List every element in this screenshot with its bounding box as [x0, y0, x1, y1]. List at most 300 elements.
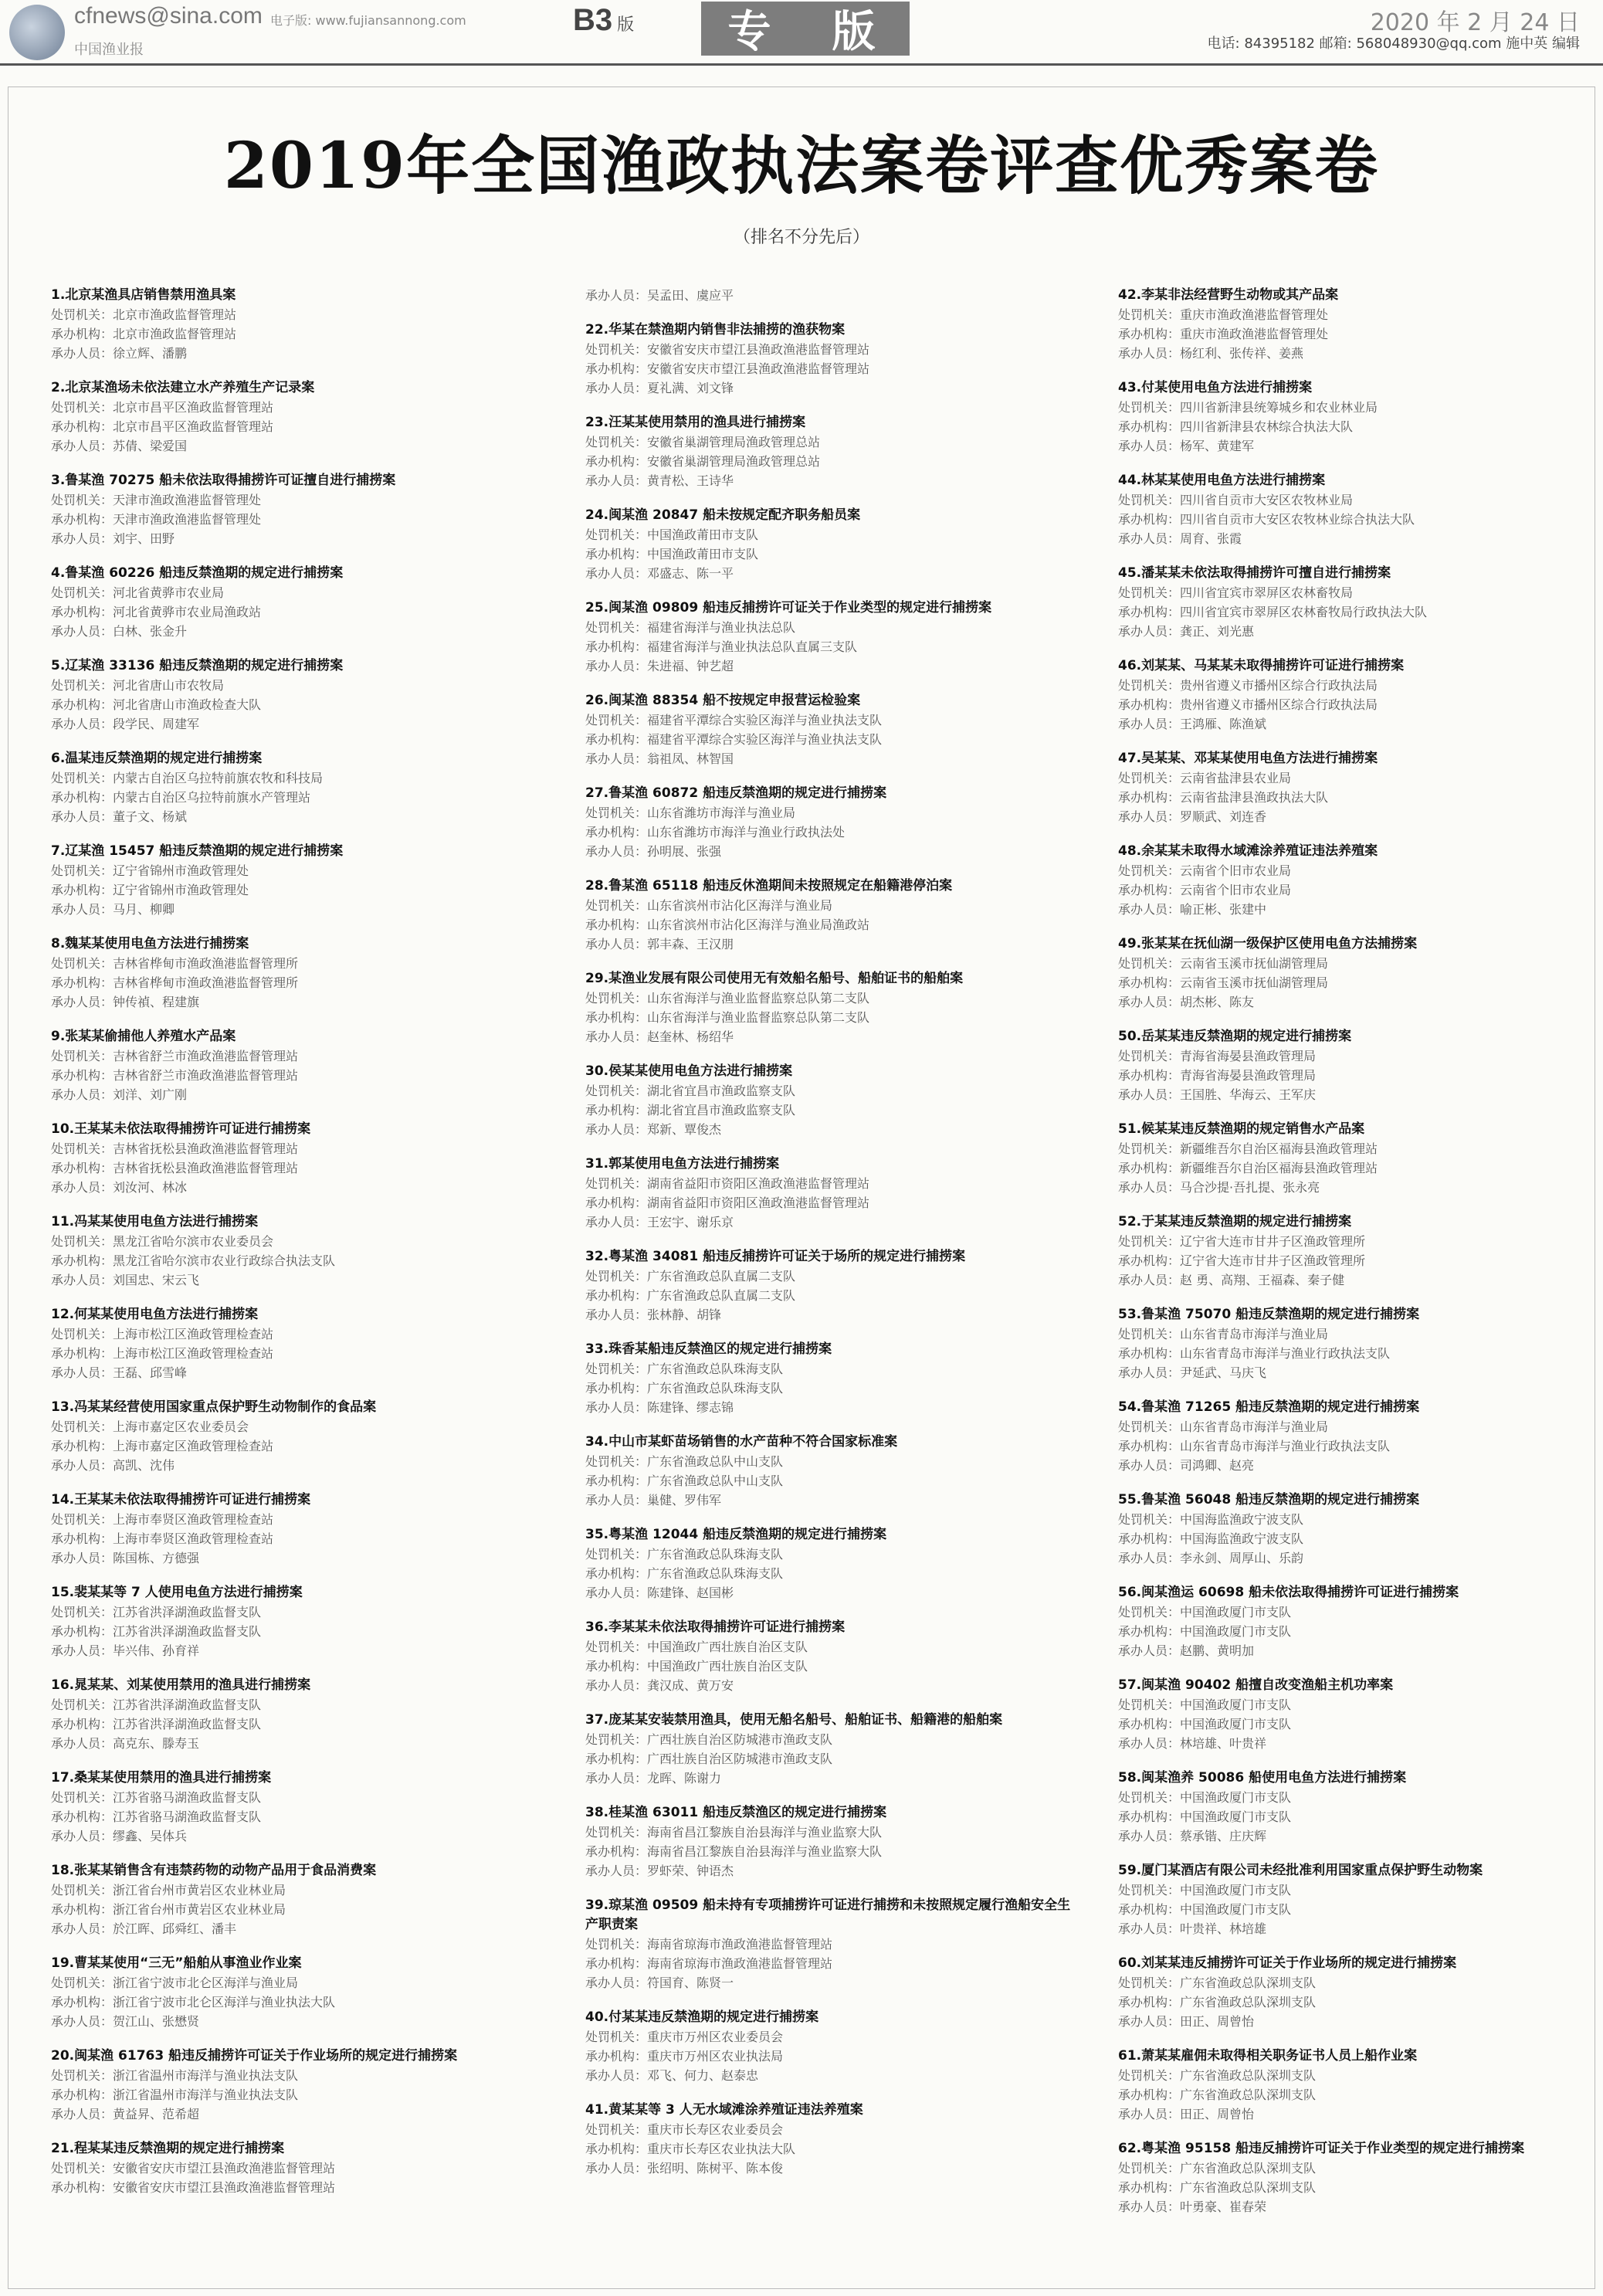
case-detail-line: 处罚机关：中国渔政厦门市支队 — [1118, 1605, 1292, 1619]
case-entry — [51, 1769, 545, 1846]
case-detail-line: 承办机构：上海市奉贤区渔政管理检查站 — [51, 1531, 274, 1546]
case-detail-line: 承办人员：罗虾荣、钟语杰 — [585, 1864, 734, 1878]
case-detail-line: 承办人员：黄益昇、范希超 — [51, 2107, 200, 2121]
article-title: 2019年全国渔政执法案卷评查优秀案卷 — [223, 129, 1380, 203]
case-entry — [1118, 2047, 1603, 2124]
case-detail-line: 承办机构：浙江省宁波市北仑区海洋与渔业执法大队 — [51, 1995, 336, 2009]
case-detail-line: 处罚机关：广东省渔政总队深圳支队 — [1118, 2068, 1317, 2083]
case-entry — [51, 564, 545, 641]
case-entry — [51, 471, 545, 548]
case-detail-line: 处罚机关：上海市松江区渔政管理检查站 — [51, 1327, 274, 1341]
case-title: 2.北京某渔场未依法建立水产养殖生产记录案 — [51, 380, 315, 395]
case-detail-line: 处罚机关：广西壮族自治区防城港市渔政支队 — [585, 1732, 833, 1747]
case-entry — [585, 691, 1079, 768]
case-detail-line: 承办机构：中国渔政厦门市支队 — [1118, 1902, 1292, 1917]
case-detail-line: 处罚机关：新疆维吾尔自治区福海县渔政管理站 — [1118, 1141, 1378, 1156]
column-2 — [585, 286, 1079, 2193]
case-detail-line: 处罚机关：辽宁省大连市甘井子区渔政管理所 — [1118, 1234, 1366, 1249]
case-title: 7.辽某渔 15457 船违反禁渔期的规定进行捕捞案 — [51, 843, 344, 859]
masthead — [0, 0, 1603, 70]
case-detail-line: 处罚机关：山东省海洋与渔业监督监察总队第二支队 — [585, 991, 870, 1006]
case-detail-line: 承办机构：黑龙江省哈尔滨市农业行政综合执法支队 — [51, 1253, 336, 1268]
case-detail-line: 处罚机关：广东省渔政总队中山支队 — [585, 1454, 784, 1469]
case-detail-line: 处罚机关：广东省渔政总队直属二支队 — [585, 1269, 796, 1284]
case-detail-line: 处罚机关：福建省海洋与渔业执法总队 — [585, 620, 796, 635]
case-detail-line: 承办人员：朱进福、钟艺超 — [585, 659, 734, 673]
case-entry — [51, 1212, 545, 1290]
case-detail-line: 承办人员：周育、张霞 — [1118, 531, 1242, 546]
case-detail-line: 承办机构：吉林省舒兰市渔政渔港监督管理站 — [51, 1068, 299, 1083]
case-detail-line: 处罚机关：江苏省骆马湖渔政监督支队 — [51, 1790, 262, 1805]
case-detail-line: 承办机构：中国渔政莆田市支队 — [585, 547, 759, 561]
case-detail-line: 承办人员：钟传禎、程建旗 — [51, 995, 200, 1009]
case-entry — [585, 1433, 1079, 1510]
case-detail-line: 承办机构：四川省自贡市大安区农牧林业综合执法大队 — [1118, 512, 1415, 527]
case-entry — [1118, 1861, 1603, 1938]
case-detail-line: 承办机构：北京市渔政监督管理站 — [51, 327, 237, 341]
case-detail-line: 承办人员：司鸿卿、赵亮 — [1118, 1458, 1255, 1473]
case-detail-line: 处罚机关：辽宁省锦州市渔政管理处 — [51, 863, 249, 878]
case-title: 24.闽某渔 20847 船未按规定配齐职务船员案 — [585, 507, 861, 523]
case-title: 9.张某某偷捕他人养殖水产品案 — [51, 1029, 236, 1044]
case-detail-line: 处罚机关：广东省渔政总队深圳支队 — [1118, 1976, 1317, 1990]
case-entry — [585, 1247, 1079, 1324]
case-detail-line: 处罚机关：重庆市渔政渔港监督管理处 — [1118, 307, 1329, 322]
case-detail-line: 处罚机关：福建省平潭综合实验区海洋与渔业执法支队 — [585, 713, 883, 727]
case-detail-line: 承办人员：翁祖凤、林智国 — [585, 751, 734, 766]
case-entry — [1118, 842, 1603, 919]
header-contact: 电话: 84395182 邮箱: 568048930@qq.com 施中英 编辑 — [1207, 36, 1580, 52]
case-entry — [585, 877, 1079, 954]
newspaper-logo-icon — [9, 5, 65, 60]
case-detail-line: 处罚机关：山东省青岛市海洋与渔业局 — [1118, 1327, 1329, 1341]
case-detail-line: 承办机构：云南省玉溪市抚仙湖管理局 — [1118, 975, 1329, 990]
case-title: 5.辽某渔 33136 船违反禁渔期的规定进行捕捞案 — [51, 658, 344, 673]
case-entry — [51, 1954, 545, 2031]
case-detail-line: 承办机构：重庆市渔政渔港监督管理处 — [1118, 327, 1329, 341]
case-detail-line: 承办机构：河北省黄骅市农业局渔政站 — [51, 605, 262, 619]
case-detail-line: 承办人员：郑新、覃俊杰 — [585, 1122, 722, 1137]
case-detail-line: 承办机构：广东省渔政总队珠海支队 — [585, 1381, 784, 1396]
case-detail-line: 处罚机关：中国渔政厦门市支队 — [1118, 1697, 1292, 1712]
case-detail-line: 承办人员：张林静、胡锋 — [585, 1307, 722, 1322]
case-detail-line: 承办人员：喻正彬、张建中 — [1118, 902, 1267, 917]
case-detail-line: 承办机构：山东省海洋与渔业监督监察总队第二支队 — [585, 1010, 870, 1025]
case-detail-line: 处罚机关：广东省渔政总队珠海支队 — [585, 1362, 784, 1376]
case-detail-line: 承办人员：马月、柳卿 — [51, 902, 175, 917]
case-detail-line: 处罚机关：海南省琼海市渔政渔港监督管理站 — [585, 1937, 833, 1952]
case-entry — [585, 286, 1079, 305]
case-title: 50.岳某某违反禁渔期的规定进行捕捞案 — [1118, 1029, 1352, 1044]
case-entry — [585, 1340, 1079, 1417]
section-char-2: 版 — [832, 7, 883, 57]
case-entry — [585, 2101, 1079, 2178]
case-title: 8.魏某某使用电鱼方法进行捕捞案 — [51, 936, 249, 951]
case-detail-line: 承办人员：缪鑫、吴体兵 — [51, 1829, 188, 1843]
case-title: 41.黄某某等 3 人无水域滩涂养殖证违法养殖案 — [585, 2102, 863, 2118]
case-detail-line: 处罚机关：湖北省宜昌市渔政监察支队 — [585, 1084, 796, 1098]
case-title: 14.王某某未依法取得捕捞许可证进行捕捞案 — [51, 1492, 311, 1507]
case-entry — [1118, 2139, 1603, 2216]
case-detail-line: 承办人员：刘宇、田野 — [51, 531, 175, 546]
case-entry — [51, 934, 545, 1012]
case-entry — [51, 1491, 545, 1568]
case-detail-line: 处罚机关：河北省黄骅市农业局 — [51, 585, 225, 600]
case-title: 26.闽某渔 88354 船不按规定申报营运检验案 — [585, 693, 861, 708]
case-detail-line: 承办机构：海南省昌江黎族自治县海洋与渔业监察大队 — [585, 1844, 883, 1859]
case-detail-line: 处罚机关：北京市渔政监督管理站 — [51, 307, 237, 322]
column-1 — [51, 286, 545, 2213]
case-title: 61.萧某某雇佣未取得相关职务证书人员上船作业案 — [1118, 2048, 1418, 2064]
case-detail-line: 处罚机关：上海市奉贤区渔政管理检查站 — [51, 1512, 274, 1527]
header-rule — [0, 63, 1603, 66]
case-title: 47.吴某某、邓某某使用电鱼方法进行捕捞案 — [1118, 751, 1378, 766]
case-detail-line: 处罚机关：天津市渔政渔港监督管理处 — [51, 493, 262, 507]
case-detail-line: 处罚机关：云南省盐津县农业局 — [1118, 771, 1292, 785]
case-entry — [585, 320, 1079, 398]
case-title: 19.曹某某使用“三无”船舶从事渔业作业案 — [51, 1955, 302, 1971]
case-detail-line: 处罚机关：中国渔政广西壮族自治区支队 — [585, 1640, 808, 1654]
case-detail-line: 承办人员：黄青松、王诗华 — [585, 473, 734, 488]
case-detail-line: 承办人员：符国育、陈贤一 — [585, 1976, 734, 1990]
case-entry — [51, 656, 545, 734]
case-entry — [51, 378, 545, 456]
case-detail-line: 承办机构：江苏省洪泽湖渔政监督支队 — [51, 1624, 262, 1639]
case-detail-line: 承办人员：胡杰彬、陈友 — [1118, 995, 1255, 1009]
case-detail-line: 处罚机关：云南省玉溪市抚仙湖管理局 — [1118, 956, 1329, 971]
case-entry — [1118, 656, 1603, 734]
case-detail-line: 承办人员：田正、周曾怡 — [1118, 2107, 1255, 2121]
edition-suffix: 版 — [617, 15, 635, 34]
case-detail-line: 承办机构：中国海监渔政宁波支队 — [1118, 1531, 1304, 1546]
case-title: 21.程某某违反禁渔期的规定进行捕捞案 — [51, 2141, 285, 2156]
case-entry — [51, 2139, 545, 2197]
case-detail-line: 承办机构：山东省滨州市沾化区海洋与渔业局渔政站 — [585, 917, 870, 932]
case-detail-line: 处罚机关：青海省海晏县渔政管理局 — [1118, 1049, 1317, 1063]
case-detail-line: 承办机构：吉林省抚松县渔政渔港监督管理站 — [51, 1161, 299, 1175]
case-detail-line: 承办机构：北京市昌平区渔政监督管理站 — [51, 419, 274, 434]
case-detail-line: 承办机构：中国渔政厦门市支队 — [1118, 1809, 1292, 1824]
case-entry — [51, 1583, 545, 1660]
case-detail-line: 承办人员：赵 勇、高翔、王福森、秦子健 — [1118, 1273, 1345, 1287]
case-title: 44.林某某使用电鱼方法进行捕捞案 — [1118, 473, 1326, 488]
case-detail-line: 处罚机关：黑龙江省哈尔滨市农业委员会 — [51, 1234, 274, 1249]
case-title: 22.华某在禁渔期内销售非法捕捞的渔获物案 — [585, 322, 846, 337]
case-detail-line: 承办机构：辽宁省大连市甘井子区渔政管理所 — [1118, 1253, 1366, 1268]
case-title: 45.潘某某未依法取得捕捞许可擅自进行捕捞案 — [1118, 565, 1391, 581]
case-title: 20.闽某渔 61763 船违反捕捞许可证关于作业场所的规定进行捕捞案 — [51, 2048, 458, 2064]
case-detail-line: 处罚机关：云南省个旧市农业局 — [1118, 863, 1292, 878]
case-detail-line: 承办机构：四川省宜宾市翠屏区农林畜牧局行政执法大队 — [1118, 605, 1428, 619]
case-detail-line: 处罚机关：重庆市长寿区农业委员会 — [585, 2122, 784, 2137]
case-detail-line: 承办机构：四川省新津县农林综合执法大队 — [1118, 419, 1354, 434]
case-entry — [51, 286, 545, 363]
case-detail-line: 承办人员：王国胜、华海云、王军庆 — [1118, 1087, 1317, 1102]
case-detail-line: 承办人员：段学民、周建军 — [51, 717, 200, 731]
case-detail-line: 承办人员：郭丰森、王汉朋 — [585, 937, 734, 951]
case-detail-line: 处罚机关：江苏省洪泽湖渔政监督支队 — [51, 1605, 262, 1619]
case-detail-line: 处罚机关：山东省滨州市沾化区海洋与渔业局 — [585, 898, 833, 913]
case-detail-line: 承办机构：广东省渔政总队深圳支队 — [1118, 2087, 1317, 2102]
case-entry — [585, 599, 1079, 676]
case-title: 58.闽某渔养 50086 船使用电鱼方法进行捕捞案 — [1118, 1770, 1407, 1786]
case-detail-line: 承办人员：田正、周曾怡 — [1118, 2014, 1255, 2029]
case-detail-line: 承办人员：王磊、邱雪峰 — [51, 1365, 188, 1380]
case-detail-line: 处罚机关：内蒙古自治区乌拉特前旗农牧和科技局 — [51, 771, 324, 785]
case-detail-line: 承办人员：尹延武、马庆飞 — [1118, 1365, 1267, 1380]
case-title: 60.刘某某违反捕捞许可证关于作业场所的规定进行捕捞案 — [1118, 1955, 1457, 1971]
case-detail-line: 承办机构：广东省渔政总队深圳支队 — [1118, 2180, 1317, 2195]
case-detail-line: 承办机构：新疆维吾尔自治区福海县渔政管理站 — [1118, 1161, 1378, 1175]
case-detail-line: 承办机构：福建省平潭综合实验区海洋与渔业执法支队 — [585, 732, 883, 747]
case-detail-line: 处罚机关：四川省宜宾市翠屏区农林畜牧局 — [1118, 585, 1354, 600]
case-detail-line: 承办机构：海南省琼海市渔政渔港监督管理站 — [585, 1956, 833, 1971]
case-title: 62.粤某渔 95158 船违反捕捞许可证关于作业类型的规定进行捕捞案 — [1118, 2141, 1525, 2156]
case-detail-line: 承办人员：陈建锋、赵国彬 — [585, 1585, 734, 1600]
case-detail-line: 承办机构：安徽省安庆市望江县渔政渔港监督管理站 — [51, 2180, 336, 2195]
case-detail-line: 处罚机关：安徽省安庆市望江县渔政渔港监督管理站 — [585, 342, 870, 357]
header-date: 2020 年 2 月 24 日 — [1370, 9, 1580, 36]
case-detail-line: 承办机构：辽宁省锦州市渔政管理处 — [51, 883, 249, 897]
case-entry — [51, 749, 545, 826]
section-banner — [701, 2, 910, 56]
case-detail-line: 承办人员：林培雄、叶贵祥 — [1118, 1736, 1267, 1751]
case-entry — [51, 1027, 545, 1104]
case-detail-line: 承办人员：赵鹏、黄明加 — [1118, 1643, 1255, 1658]
header-edition — [573, 3, 634, 38]
case-entry — [1118, 286, 1603, 363]
case-detail-line: 承办人员：高凯、沈伟 — [51, 1458, 175, 1473]
case-detail-line: 处罚机关：河北省唐山市农牧局 — [51, 678, 225, 693]
case-title: 30.侯某某使用电鱼方法进行捕捞案 — [585, 1063, 793, 1079]
case-detail-line: 承办机构：福建省海洋与渔业执法总队直属三支队 — [585, 639, 858, 654]
case-detail-line: 处罚机关：浙江省宁波市北仑区海洋与渔业局 — [51, 1976, 299, 1990]
header-paper-name: 中国渔业报 — [74, 42, 144, 58]
case-detail-line: 处罚机关：中国渔政莆田市支队 — [585, 527, 759, 542]
case-entry — [51, 842, 545, 919]
case-entry — [1118, 471, 1603, 548]
case-detail-line: 承办机构：云南省盐津县渔政执法大队 — [1118, 790, 1329, 805]
edition-number: B3 — [573, 3, 613, 37]
case-detail-line: 承办人员：罗顺武、刘连香 — [1118, 809, 1267, 824]
case-detail-line: 承办机构：山东省潍坊市海洋与渔业行政执法处 — [585, 825, 846, 839]
case-detail-line: 承办人员：杨红利、张传祥、姜燕 — [1118, 346, 1304, 361]
case-detail-line: 承办人员：赵奎林、杨绍华 — [585, 1029, 734, 1044]
case-detail-line: 承办机构：重庆市万州区农业执法局 — [585, 2049, 784, 2064]
case-detail-line: 承办人员：徐立辉、潘鹏 — [51, 346, 188, 361]
case-entry — [1118, 1954, 1603, 2031]
case-detail-line: 承办机构：云南省个旧市农业局 — [1118, 883, 1292, 897]
case-detail-line: 处罚机关：中国渔政厦门市支队 — [1118, 1790, 1292, 1805]
case-detail-line: 承办机构：中国渔政厦门市支队 — [1118, 1717, 1292, 1731]
case-entry — [585, 1618, 1079, 1695]
case-detail-line: 承办机构：广东省渔政总队深圳支队 — [1118, 1995, 1317, 2009]
header-email: cfnews@sina.com — [74, 3, 263, 29]
case-title: 31.郭某使用电鱼方法进行捕捞案 — [585, 1156, 780, 1172]
case-detail-line: 承办人员：夏礼满、刘文锋 — [585, 381, 734, 395]
case-detail-line: 承办机构：山东省青岛市海洋与渔业行政执法支队 — [1118, 1346, 1391, 1361]
case-title: 15.裴某某等 7 人使用电鱼方法进行捕捞案 — [51, 1585, 303, 1600]
case-title: 28.鲁某渔 65118 船违反休渔期间未按照规定在船籍港停泊案 — [585, 878, 953, 894]
case-detail-line: 承办机构：江苏省骆马湖渔政监督支队 — [51, 1809, 262, 1824]
case-detail-line: 承办机构：山东省青岛市海洋与渔业行政执法支队 — [1118, 1439, 1391, 1453]
case-detail-line: 承办人员：邓盛志、陈一平 — [585, 566, 734, 581]
case-title: 12.何某某使用电鱼方法进行捕捞案 — [51, 1307, 259, 1322]
case-detail-line: 承办机构：湖南省益阳市资阳区渔政渔港监督管理站 — [585, 1195, 870, 1210]
case-detail-line: 承办人员：李永剑、周厚山、乐韵 — [1118, 1551, 1304, 1565]
case-detail-line: 承办人员：陈建锋、缪志锦 — [585, 1400, 734, 1415]
case-detail-line: 承办人员：白林、张金升 — [51, 624, 188, 639]
case-entry — [585, 1803, 1079, 1881]
case-detail-line: 处罚机关：浙江省温州市海洋与渔业执法支队 — [51, 2068, 299, 2083]
case-detail-line: 处罚机关：上海市嘉定区农业委员会 — [51, 1419, 249, 1434]
case-detail-line: 承办人员：董子文、杨斌 — [51, 809, 188, 824]
case-detail-line: 承办机构：内蒙古自治区乌拉特前旗水产管理站 — [51, 790, 311, 805]
case-entry — [51, 1398, 545, 1475]
case-entry — [585, 2008, 1079, 2085]
case-title: 25.闽某渔 09809 船违反捕捞许可证关于作业类型的规定进行捕捞案 — [585, 600, 992, 616]
case-detail-line: 承办机构：上海市松江区渔政管理检查站 — [51, 1346, 274, 1361]
case-detail-line: 承办人员：叶勇豪、崔春荣 — [1118, 2199, 1267, 2214]
case-detail-line: 承办机构：浙江省台州市黄岩区农业林业局 — [51, 1902, 286, 1917]
case-detail-line: 承办人员：毕兴伟、孙育祥 — [51, 1643, 200, 1658]
case-detail-line: 承办人员：张绍明、陈树平、陈本俊 — [585, 2161, 784, 2176]
section-char-1: 专 — [727, 7, 779, 57]
case-detail-line: 承办机构：重庆市长寿区农业执法大队 — [585, 2142, 796, 2156]
case-detail-line: 承办人员：於江晖、邱舜红、潘丰 — [51, 1921, 237, 1936]
case-detail-line: 处罚机关：吉林省抚松县渔政渔港监督管理站 — [51, 1141, 299, 1156]
case-entry — [585, 1525, 1079, 1602]
case-detail-line: 承办人员：龚汉成、黄万安 — [585, 1678, 734, 1693]
case-entry — [1118, 1583, 1603, 1660]
case-title: 13.冯某某经营使用国家重点保护野生动物制作的食品案 — [51, 1399, 377, 1415]
case-detail-line: 处罚机关：吉林省舒兰市渔政渔港监督管理站 — [51, 1049, 299, 1063]
case-detail-line: 承办人员：蔡承锴、庄庆辉 — [1118, 1829, 1267, 1843]
case-detail-line: 处罚机关：广东省渔政总队珠海支队 — [585, 1547, 784, 1562]
case-title: 49.张某某在抚仙湖一级保护区使用电鱼方法捕捞案 — [1118, 936, 1418, 951]
case-title: 23.汪某某使用禁用的渔具进行捕捞案 — [585, 415, 806, 430]
case-detail-line: 处罚机关：海南省昌江黎族自治县海洋与渔业监察大队 — [585, 1825, 883, 1840]
case-detail-line: 承办人员：陈国栋、方德强 — [51, 1551, 200, 1565]
case-title: 33.珠香某船违反禁渔区的规定进行捕捞案 — [585, 1341, 832, 1357]
case-detail-line: 承办人员：高克东、滕寿玉 — [51, 1736, 200, 1751]
case-detail-line: 承办人员：王鸿雁、陈渔斌 — [1118, 717, 1267, 731]
case-title: 3.鲁某渔 70275 船未依法取得捕捞许可证擅自进行捕捞案 — [51, 473, 396, 488]
case-entry — [1118, 564, 1603, 641]
case-entry — [1118, 1398, 1603, 1475]
case-entry — [51, 1305, 545, 1382]
case-title: 57.闽某渔 90402 船擅自改变渔船主机功率案 — [1118, 1677, 1394, 1693]
case-detail-line: 承办机构：安徽省巢湖管理局渔政管理总站 — [585, 454, 821, 469]
case-detail-line: 承办机构：广东省渔政总队珠海支队 — [585, 1566, 784, 1581]
case-detail-line: 承办机构：上海市嘉定区渔政管理检查站 — [51, 1439, 274, 1453]
case-entry — [585, 1711, 1079, 1788]
case-detail-line: 承办人员：邓飞、何力、赵泰忠 — [585, 2068, 759, 2083]
case-entry — [585, 1062, 1079, 1139]
case-title: 6.温某违反禁渔期的规定进行捕捞案 — [51, 751, 263, 766]
case-entry — [585, 1155, 1079, 1232]
case-title: 4.鲁某渔 60226 船违反禁渔期的规定进行捕捞案 — [51, 565, 344, 581]
case-detail-line: 处罚机关：浙江省台州市黄岩区农业林业局 — [51, 1883, 286, 1898]
case-entry — [1118, 1212, 1603, 1290]
case-detail-line: 承办机构：河北省唐山市渔政检查大队 — [51, 697, 262, 712]
case-entry — [51, 2047, 545, 2124]
case-title: 32.粤某渔 34081 船违反捕捞许可证关于场所的规定进行捕捞案 — [585, 1249, 966, 1264]
case-title: 18.张某某销售含有违禁药物的动物产品用于食品消费案 — [51, 1863, 377, 1878]
case-detail-line: 承办人员：孙明展、张强 — [585, 844, 722, 859]
case-title: 48.余某某未取得水域滩涂养殖证违法养殖案 — [1118, 843, 1378, 859]
case-title: 59.厦门某酒店有限公司未经批准利用国家重点保护野生动物案 — [1118, 1863, 1483, 1878]
case-title: 35.粤某渔 12044 船违反禁渔期的规定进行捕捞案 — [585, 1527, 887, 1542]
case-detail-line: 处罚机关：安徽省安庆市望江县渔政渔港监督管理站 — [51, 2161, 336, 2176]
case-title: 39.琼某渔 09509 船未持有专项捕捞许可证进行捕捞和未按照规定履行渔船安全生产职责案 — [585, 1898, 1071, 1932]
case-title: 56.闽某渔运 60698 船未依法取得捕捞许可证进行捕捞案 — [1118, 1585, 1459, 1600]
case-entry — [51, 1676, 545, 1753]
case-detail-line: 承办人员：马合沙提·吾扎提、张永亮 — [1118, 1180, 1320, 1195]
case-detail-line: 承办机构：安徽省安庆市望江县渔政渔港监督管理站 — [585, 361, 870, 376]
case-detail-line: 承办机构：中国渔政广西壮族自治区支队 — [585, 1659, 808, 1674]
case-title: 17.桑某某使用禁用的渔具进行捕捞案 — [51, 1770, 272, 1786]
case-detail-line: 处罚机关：四川省新津县统筹城乡和农业林业局 — [1118, 400, 1378, 415]
case-detail-line: 承办机构：青海省海晏县渔政管理局 — [1118, 1068, 1317, 1083]
case-detail-line: 承办人员：王宏宇、谢乐京 — [585, 1215, 734, 1229]
case-title: 38.桂某渔 63011 船违反禁渔区的规定进行捕捞案 — [585, 1805, 887, 1820]
case-title: 52.于某某违反禁渔期的规定进行捕捞案 — [1118, 1214, 1352, 1229]
case-title: 54.鲁某渔 71265 船违反禁渔期的规定进行捕捞案 — [1118, 1399, 1420, 1415]
case-detail-line: 承办人员：吴孟田、虞应平 — [585, 288, 734, 303]
case-detail-line: 处罚机关：山东省青岛市海洋与渔业局 — [1118, 1419, 1329, 1434]
case-detail-line: 承办人员：龙晖、陈谢力 — [585, 1771, 722, 1786]
case-entry — [1118, 749, 1603, 826]
case-detail-line: 承办人员：贺江山、张懋贤 — [51, 2014, 200, 2029]
case-detail-line: 承办机构：湖北省宜昌市渔政监察支队 — [585, 1103, 796, 1117]
case-title: 27.鲁某渔 60872 船违反禁渔期的规定进行捕捞案 — [585, 785, 887, 801]
case-detail-line: 承办机构：广东省渔政总队直属二支队 — [585, 1288, 796, 1303]
case-title: 11.冯某某使用电鱼方法进行捕捞案 — [51, 1214, 259, 1229]
case-entry — [1118, 378, 1603, 456]
case-detail-line: 承办机构：广西壮族自治区防城港市渔政支队 — [585, 1752, 833, 1766]
case-title: 43.付某使用电鱼方法进行捕捞案 — [1118, 380, 1313, 395]
case-entry — [1118, 1305, 1603, 1382]
case-entry — [1118, 1769, 1603, 1846]
case-title: 34.中山市某虾苗场销售的水产苗种不符合国家标准案 — [585, 1434, 898, 1450]
case-title: 1.北京某渔具店销售禁用渔具案 — [51, 287, 236, 303]
case-entry — [1118, 934, 1603, 1012]
case-entry — [585, 784, 1079, 861]
case-detail-line: 承办人员：巢健、罗伟军 — [585, 1493, 722, 1507]
case-title: 55.鲁某渔 56048 船违反禁渔期的规定进行捕捞案 — [1118, 1492, 1420, 1507]
case-detail-line: 处罚机关：中国海监渔政宁波支队 — [1118, 1512, 1304, 1527]
case-detail-line: 处罚机关：山东省潍坊市海洋与渔业局 — [585, 805, 796, 820]
case-detail-line: 处罚机关：北京市昌平区渔政监督管理站 — [51, 400, 274, 415]
case-detail-line: 处罚机关：吉林省桦甸市渔政渔港监督管理所 — [51, 956, 299, 971]
case-detail-line: 承办人员：苏倩、梁爱国 — [51, 439, 188, 453]
case-detail-line: 处罚机关：四川省自贡市大安区农牧林业局 — [1118, 493, 1354, 507]
header-epaper-url: 电子版: www.fujiansannong.com — [270, 13, 466, 28]
case-detail-line: 处罚机关：中国渔政厦门市支队 — [1118, 1883, 1292, 1898]
case-detail-line: 承办机构：江苏省洪泽湖渔政监督支队 — [51, 1717, 262, 1731]
case-detail-line: 承办人员：刘汝河、林冰 — [51, 1180, 188, 1195]
case-detail-line: 承办机构：贵州省遵义市播州区综合行政执法局 — [1118, 697, 1378, 712]
case-entry — [1118, 1491, 1603, 1568]
case-detail-line: 承办人员：叶贵祥、林培雄 — [1118, 1921, 1267, 1936]
case-detail-line: 承办机构：广东省渔政总队中山支队 — [585, 1474, 784, 1488]
case-entry — [51, 1120, 545, 1197]
case-title: 51.候某某违反禁渔期的规定销售水产品案 — [1118, 1121, 1365, 1137]
case-detail-line: 处罚机关：广东省渔政总队深圳支队 — [1118, 2161, 1317, 2176]
case-title: 10.王某某未依法取得捕捞许可证进行捕捞案 — [51, 1121, 311, 1137]
case-entry — [585, 969, 1079, 1046]
